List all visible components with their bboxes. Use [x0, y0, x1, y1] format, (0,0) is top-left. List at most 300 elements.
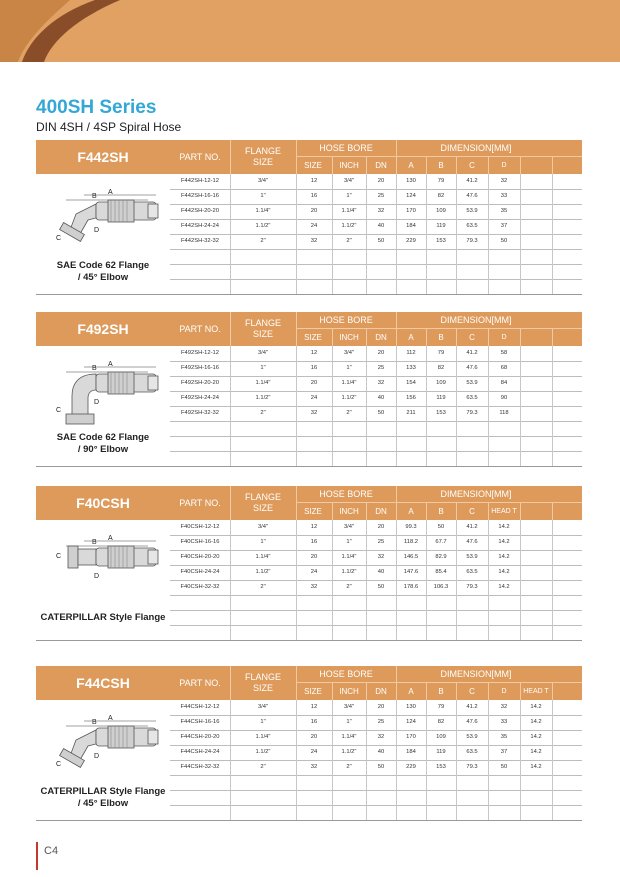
- table-cell: 1": [260, 365, 266, 371]
- header-divider: [552, 503, 553, 520]
- size-header: SIZE: [304, 333, 322, 342]
- table-cell: F40CSH-24-24: [180, 569, 220, 575]
- table-cell: 82: [437, 719, 445, 725]
- table-cell: 12: [310, 178, 318, 184]
- header-divider: [552, 157, 553, 174]
- model-name: F44CSH: [76, 675, 130, 691]
- table-cell: 20: [377, 704, 385, 710]
- column-divider: [230, 174, 231, 294]
- table-cell: 32: [310, 764, 318, 770]
- table-cell: 133: [406, 365, 416, 371]
- table-cell: 79.3: [466, 584, 478, 590]
- c-header: C: [469, 161, 475, 170]
- fitting-caption: [36, 786, 170, 810]
- c-header: C: [469, 333, 475, 342]
- table-cell: 40: [377, 569, 385, 575]
- table-cell: 1.1/2": [255, 569, 271, 575]
- header-divider: [520, 503, 521, 520]
- table-cell: 40: [377, 395, 385, 401]
- svg-text:A: A: [108, 715, 113, 722]
- c-header: C: [469, 687, 475, 696]
- table-cell: 41.2: [466, 524, 478, 530]
- caption-line-2: / 90° Elbow: [77, 444, 129, 455]
- column-divider: [456, 520, 457, 640]
- svg-text:C: C: [56, 235, 62, 242]
- table-cell: 3/4": [257, 350, 269, 356]
- table-cell: 170: [406, 734, 416, 740]
- caption-line-1: CATERPILLAR Style Flange: [40, 612, 166, 623]
- table-cell: 25: [377, 539, 385, 545]
- table-cell: 99.3: [405, 524, 417, 530]
- table-cell: 37: [500, 223, 508, 229]
- table-cell: 2": [346, 238, 352, 244]
- header-divider: [396, 486, 397, 520]
- table-cell: F492SH-24-24: [180, 395, 220, 401]
- table-cell: 3/4": [343, 524, 355, 530]
- table-cell: 2": [346, 584, 352, 590]
- table-cell: 82.9: [435, 554, 447, 560]
- model-name: F40CSH: [76, 495, 130, 511]
- header-divider: [426, 329, 427, 346]
- table-cell: 14.2: [498, 584, 510, 590]
- table-cell: 82: [437, 193, 445, 199]
- table-cell: F442SH-24-24: [180, 223, 220, 229]
- table-cell: 14.2: [530, 704, 542, 710]
- table-cell: 79: [437, 350, 445, 356]
- table-cell: 24: [310, 569, 318, 575]
- table-cell: 124: [406, 719, 416, 725]
- a-header: A: [408, 333, 414, 342]
- header-divider: [332, 503, 333, 520]
- table-cell: 33: [500, 719, 508, 725]
- column-divider: [332, 174, 333, 294]
- table-cell: 14.2: [530, 719, 542, 725]
- column-divider: [366, 520, 367, 640]
- fitting-caption: [36, 432, 170, 456]
- table-cell: 1.1/2": [341, 395, 357, 401]
- block-bottom-rule: [36, 640, 582, 641]
- svg-text:D: D: [94, 753, 100, 760]
- table-cell: [520, 550, 552, 565]
- table-cell: 14.2: [498, 569, 510, 575]
- header-divider: [396, 312, 397, 346]
- product-block-f492sh: [36, 312, 582, 468]
- table-cell: 1.1/4": [255, 208, 271, 214]
- fitting-caption: [36, 612, 170, 624]
- table-cell: 24: [310, 395, 318, 401]
- table-cell: 130: [406, 704, 416, 710]
- header-divider: [520, 683, 521, 700]
- fitting-caption: [36, 260, 170, 284]
- spec-table: [170, 520, 582, 640]
- svg-text:C: C: [56, 407, 62, 414]
- table-cell: 53.9: [466, 554, 478, 560]
- inch-header: INCH: [339, 161, 359, 170]
- table-cell: 1.1/4": [255, 380, 271, 386]
- table-cell: 32: [377, 380, 385, 386]
- table-cell: 153: [436, 410, 446, 416]
- table-cell: 12: [310, 704, 318, 710]
- table-cell: 14.2: [498, 539, 510, 545]
- table-cell: 47.6: [466, 193, 478, 199]
- header-divider: [332, 329, 333, 346]
- svg-text:A: A: [108, 535, 113, 542]
- table-cell: 32: [310, 238, 318, 244]
- dn-header: DN: [375, 687, 387, 696]
- table-cell: 16: [310, 719, 318, 725]
- table-cell: F40CSH-20-20: [180, 554, 220, 560]
- table-cell: 118: [499, 410, 509, 416]
- table-cell: 229: [406, 764, 416, 770]
- flange-size-header: FLANGE SIZE: [244, 146, 281, 167]
- table-cell: 1": [346, 539, 352, 545]
- table-cell: 20: [310, 208, 318, 214]
- inch-header: INCH: [339, 507, 359, 516]
- flange-size-header: FLANGE SIZE: [244, 318, 281, 339]
- table-cell: 35: [500, 208, 508, 214]
- table-cell: F492SH-32-32: [180, 410, 220, 416]
- table-cell: [520, 204, 552, 219]
- column-divider: [552, 520, 553, 640]
- table-cell: 20: [310, 554, 318, 560]
- table-cell: 1": [346, 193, 352, 199]
- header-divider: [488, 683, 489, 700]
- caption-line-2: / 45° Elbow: [77, 272, 129, 283]
- table-cell: 147.6: [403, 569, 419, 575]
- column-divider: [488, 346, 489, 466]
- table-cell: 16: [310, 365, 318, 371]
- table-cell: 229: [406, 238, 416, 244]
- head-t-header: HEAD T: [523, 688, 549, 695]
- table-cell: 1": [346, 719, 352, 725]
- table-cell: 119: [436, 749, 446, 755]
- table-cell: 3/4": [343, 704, 355, 710]
- dimension-header: DIMENSION[MM]: [440, 489, 512, 499]
- block-bottom-rule: [36, 466, 582, 467]
- table-cell: 16: [310, 193, 318, 199]
- table-cell: F492SH-12-12: [180, 350, 220, 356]
- page-number: C4: [44, 845, 59, 857]
- table-cell: 53.9: [466, 208, 478, 214]
- column-divider: [488, 174, 489, 294]
- table-cell: 24: [310, 749, 318, 755]
- dn-header: DN: [375, 161, 387, 170]
- table-cell: 146.5: [403, 554, 419, 560]
- table-cell: 106.3: [433, 584, 449, 590]
- table-cell: 63.5: [466, 569, 478, 575]
- table-cell: [520, 565, 552, 580]
- table-cell: 156: [406, 395, 416, 401]
- column-divider: [366, 700, 367, 820]
- svg-text:B: B: [92, 719, 97, 726]
- flange-size-header: FLANGE SIZE: [244, 492, 281, 513]
- table-cell: 1.1/4": [341, 380, 357, 386]
- hose-bore-header: HOSE BORE: [319, 489, 373, 499]
- svg-text:A: A: [108, 189, 113, 196]
- column-divider: [332, 700, 333, 820]
- table-cell: 14.2: [498, 524, 510, 530]
- b-header: B: [438, 687, 444, 696]
- column-divider: [366, 174, 367, 294]
- table-cell: 41.2: [466, 704, 478, 710]
- table-cell: F492SH-20-20: [180, 380, 220, 386]
- table-cell: 47.6: [466, 365, 478, 371]
- table-cell: 41.2: [466, 350, 478, 356]
- c-header: C: [469, 507, 475, 516]
- header-divider: [230, 140, 231, 174]
- svg-text:A: A: [108, 361, 113, 368]
- inch-header: INCH: [339, 687, 359, 696]
- table-cell: 153: [436, 238, 446, 244]
- table-cell: F44CSH-32-32: [180, 764, 220, 770]
- a-header: A: [408, 507, 414, 516]
- table-cell: 25: [377, 365, 385, 371]
- table-cell: F492SH-16-16: [180, 365, 220, 371]
- table-cell: 47.6: [466, 539, 478, 545]
- table-cell: 25: [377, 719, 385, 725]
- table-cell: 130: [406, 178, 416, 184]
- column-divider: [488, 700, 489, 820]
- svg-text:B: B: [92, 539, 97, 546]
- table-header: [36, 140, 582, 174]
- table-cell: [520, 580, 552, 595]
- flange-size-header: FLANGE SIZE: [244, 672, 281, 693]
- table-cell: 3/4": [257, 178, 269, 184]
- table-cell: 1.1/2": [255, 223, 271, 229]
- table-cell: 12: [310, 524, 318, 530]
- series-subtitle: DIN 4SH / 4SP Spiral Hose: [36, 120, 182, 134]
- header-divider: [488, 329, 489, 346]
- column-divider: [332, 346, 333, 466]
- header-divider: [488, 157, 489, 174]
- column-divider: [426, 346, 427, 466]
- table-cell: 2": [346, 410, 352, 416]
- column-divider: [426, 174, 427, 294]
- table-cell: 2": [260, 410, 266, 416]
- header-divider: [456, 329, 457, 346]
- table-cell: 32: [500, 178, 508, 184]
- table-cell: 79: [437, 704, 445, 710]
- table-cell: [520, 361, 552, 376]
- header-divider: [332, 157, 333, 174]
- table-cell: F40CSH-32-32: [180, 584, 220, 590]
- table-cell: 109: [436, 380, 446, 386]
- table-cell: 50: [377, 584, 385, 590]
- table-cell: 50: [377, 410, 385, 416]
- table-cell: 20: [310, 380, 318, 386]
- column-divider: [396, 520, 397, 640]
- table-cell: 119: [436, 223, 446, 229]
- header-divider: [296, 328, 582, 329]
- header-divider: [366, 329, 367, 346]
- series-title: 400SH Series: [36, 97, 157, 118]
- column-divider: [552, 346, 553, 466]
- table-cell: 33: [500, 193, 508, 199]
- table-cell: 1.1/4": [341, 734, 357, 740]
- svg-text:B: B: [92, 365, 97, 372]
- header-divider: [456, 157, 457, 174]
- table-cell: [520, 346, 552, 361]
- header-divider: [552, 683, 553, 700]
- column-divider: [366, 346, 367, 466]
- table-cell: [520, 535, 552, 550]
- table-cell: 63.5: [466, 223, 478, 229]
- column-divider: [296, 174, 297, 294]
- table-cell: 2": [260, 584, 266, 590]
- header-divider: [296, 140, 297, 174]
- table-cell: 2": [260, 764, 266, 770]
- table-cell: 16: [310, 539, 318, 545]
- table-cell: [520, 189, 552, 204]
- table-cell: 1.1/2": [255, 395, 271, 401]
- header-divider: [332, 683, 333, 700]
- column-divider: [296, 346, 297, 466]
- table-cell: 82: [437, 365, 445, 371]
- header-divider: [396, 666, 397, 700]
- table-cell: 68: [500, 365, 508, 371]
- svg-text:B: B: [92, 193, 97, 200]
- table-cell: 211: [406, 410, 416, 416]
- last-dim-header: HEAD T: [491, 508, 517, 515]
- column-divider: [426, 700, 427, 820]
- table-header: [36, 486, 582, 520]
- product-block-f44csh: [36, 666, 582, 822]
- header-divider: [296, 312, 297, 346]
- spec-table: [170, 174, 582, 294]
- b-header: B: [438, 161, 444, 170]
- table-cell: 47.6: [466, 719, 478, 725]
- column-divider: [426, 520, 427, 640]
- header-divider: [426, 683, 427, 700]
- table-cell: 79.3: [466, 238, 478, 244]
- column-divider: [520, 174, 521, 294]
- table-cell: 79.3: [466, 410, 478, 416]
- svg-text:D: D: [94, 573, 100, 580]
- table-cell: 14.2: [530, 734, 542, 740]
- table-cell: 1": [346, 365, 352, 371]
- column-divider: [396, 700, 397, 820]
- header-divider: [456, 683, 457, 700]
- table-cell: F442SH-32-32: [180, 238, 220, 244]
- table-cell: 3/4": [257, 524, 269, 530]
- table-cell: 32: [500, 704, 508, 710]
- table-cell: 32: [310, 584, 318, 590]
- table-cell: 170: [406, 208, 416, 214]
- table-cell: F442SH-12-12: [180, 178, 220, 184]
- header-divider: [366, 157, 367, 174]
- header-divider: [520, 157, 521, 174]
- table-cell: 1.1/2": [341, 223, 357, 229]
- table-cell: [520, 219, 552, 234]
- column-divider: [230, 700, 231, 820]
- table-cell: [520, 376, 552, 391]
- table-cell: F44CSH-12-12: [180, 704, 220, 710]
- header-divider: [426, 503, 427, 520]
- table-cell: 50: [377, 238, 385, 244]
- table-cell: 37: [500, 749, 508, 755]
- table-cell: F442SH-16-16: [180, 193, 220, 199]
- b-header: B: [438, 333, 444, 342]
- table-cell: 14.2: [530, 749, 542, 755]
- table-cell: 50: [377, 764, 385, 770]
- table-cell: 32: [377, 554, 385, 560]
- table-cell: 1.1/4": [255, 734, 271, 740]
- table-cell: 153: [436, 764, 446, 770]
- table-cell: F44CSH-16-16: [180, 719, 220, 725]
- hose-bore-header: HOSE BORE: [319, 669, 373, 679]
- header-divider: [230, 486, 231, 520]
- table-cell: [520, 520, 552, 535]
- last-dim-header: D: [501, 688, 507, 695]
- table-cell: 112: [406, 350, 416, 356]
- svg-text:C: C: [56, 761, 62, 768]
- table-cell: F442SH-20-20: [180, 208, 220, 214]
- table-cell: 118.2: [403, 539, 419, 545]
- table-cell: 1": [260, 193, 266, 199]
- table-cell: 20: [377, 350, 385, 356]
- a-header: A: [408, 161, 414, 170]
- column-divider: [296, 520, 297, 640]
- table-cell: 154: [406, 380, 416, 386]
- table-header: [36, 666, 582, 700]
- block-bottom-rule: [36, 294, 582, 295]
- table-cell: 20: [377, 178, 385, 184]
- column-divider: [332, 520, 333, 640]
- header-divider: [520, 329, 521, 346]
- column-divider: [296, 700, 297, 820]
- table-cell: [520, 174, 552, 189]
- model-name: F442SH: [77, 149, 129, 165]
- column-divider: [552, 174, 553, 294]
- size-header: SIZE: [304, 687, 322, 696]
- header-divider: [296, 156, 582, 157]
- b-header: B: [438, 507, 444, 516]
- spec-table: [170, 700, 582, 820]
- table-cell: 20: [310, 734, 318, 740]
- header-divider: [396, 140, 397, 174]
- table-cell: 119: [436, 395, 446, 401]
- hose-bore-header: HOSE BORE: [319, 143, 373, 153]
- table-cell: 50: [437, 524, 445, 530]
- model-name: F492SH: [77, 321, 129, 337]
- column-divider: [396, 174, 397, 294]
- column-divider: [456, 346, 457, 466]
- part-no-header: PART NO.: [179, 152, 221, 162]
- table-cell: 84: [500, 380, 508, 386]
- block-bottom-rule: [36, 820, 582, 821]
- header-divider: [366, 503, 367, 520]
- a-header: A: [408, 687, 414, 696]
- dimension-header: DIMENSION[MM]: [440, 669, 512, 679]
- column-divider: [552, 700, 553, 820]
- table-cell: 90: [500, 395, 508, 401]
- column-divider: [520, 346, 521, 466]
- swoosh-graphic: [0, 0, 620, 62]
- product-block-f442sh: [36, 140, 582, 296]
- header-divider: [366, 683, 367, 700]
- table-cell: 85.4: [435, 569, 447, 575]
- table-cell: 32: [310, 410, 318, 416]
- column-divider: [396, 346, 397, 466]
- table-cell: 40: [377, 749, 385, 755]
- column-divider: [456, 700, 457, 820]
- size-header: SIZE: [304, 507, 322, 516]
- header-divider: [456, 503, 457, 520]
- part-no-header: PART NO.: [179, 498, 221, 508]
- table-cell: 1.1/2": [341, 749, 357, 755]
- column-divider: [230, 520, 231, 640]
- table-cell: 2": [260, 238, 266, 244]
